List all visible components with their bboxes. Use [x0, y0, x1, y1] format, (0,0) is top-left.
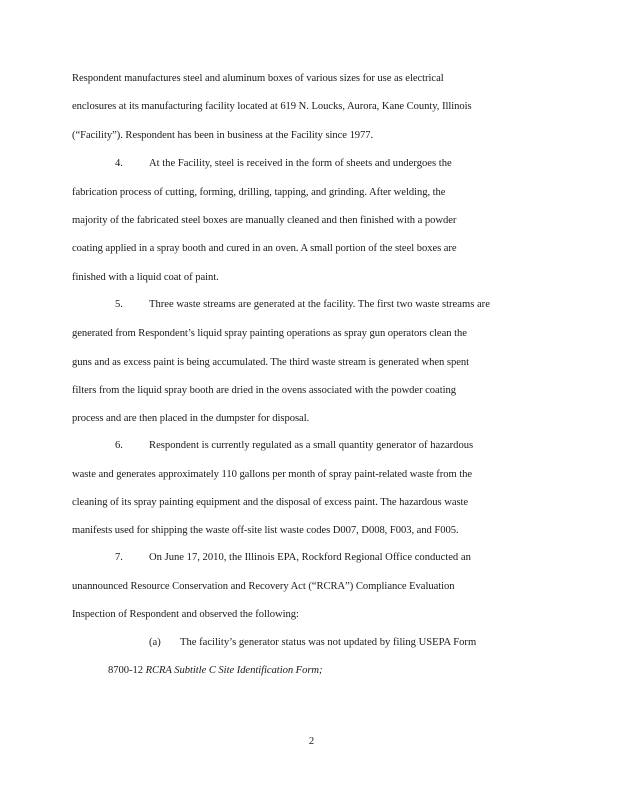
- body-line: (“Facility”). Respondent has been in business at the Facility since 1977.: [72, 130, 374, 141]
- body-line: Respondent manufactures steel and aluminum boxes of various sizes for use as electrical: [72, 73, 444, 84]
- body-line: coating applied in a spray booth and cured in an oven. A small portion of the steel boxes are: [72, 243, 457, 254]
- body-line: finished with a liquid coat of paint.: [72, 272, 219, 283]
- body-line: manifests used for shipping the waste off-site list waste codes D007, D008, F003, and F005.: [72, 525, 459, 536]
- paragraph-first-line: On June 17, 2010, the Illinois EPA, Rockford Regional Office conducted an: [149, 552, 471, 563]
- subitem-label: (a): [149, 637, 161, 648]
- body-line: fabrication process of cutting, forming, drilling, tapping, and grinding. After welding, the: [72, 187, 446, 198]
- paragraph-first-line: At the Facility, steel is received in the form of sheets and undergoes the: [149, 158, 452, 169]
- subitem-second-line: [108, 664, 578, 677]
- form-number: 8700-12: [108, 665, 146, 676]
- subitem-first-line: The facility’s generator status was not updated by filing USEPA Form: [180, 637, 477, 648]
- page-number: 2: [308, 736, 315, 747]
- body-line: enclosures at its manufacturing facility located at 619 N. Loucks, Aurora, Kane County, Illinois: [72, 101, 472, 112]
- body-line: Inspection of Respondent and observed the following:: [72, 609, 299, 620]
- paragraph-number: 5.: [115, 299, 123, 310]
- body-line: process and are then placed in the dumpster for disposal.: [72, 413, 310, 424]
- body-line: guns and as excess paint is being accumulated. The third waste stream is generated when spent: [72, 357, 470, 368]
- body-line: generated from Respondent’s liquid spray painting operations as spray gun operators clean the: [72, 328, 467, 339]
- paragraph-number: 6.: [115, 440, 123, 451]
- paragraph-first-line: Respondent is currently regulated as a small quantity generator of hazardous: [149, 440, 474, 451]
- body-line: majority of the fabricated steel boxes are manually cleaned and then finished with a powder: [72, 215, 457, 226]
- paragraph-number: 7.: [115, 552, 123, 563]
- body-line: unannounced Resource Conservation and Recovery Act (“RCRA”) Compliance Evaluation: [72, 581, 455, 592]
- body-line: filters from the liquid spray booth are dried in the ovens associated with the powder coating: [72, 385, 456, 396]
- paragraph-number: 4.: [115, 158, 123, 169]
- paragraph-first-line: Three waste streams are generated at the facility. The first two waste streams are: [149, 299, 490, 310]
- body-line: waste and generates approximately 110 gallons per month of spray paint-related waste from the: [72, 469, 473, 480]
- body-line: cleaning of its spray painting equipment and the disposal of excess paint. The hazardous waste: [72, 497, 469, 508]
- form-title: RCRA Subtitle C Site Identification Form;: [145, 665, 323, 676]
